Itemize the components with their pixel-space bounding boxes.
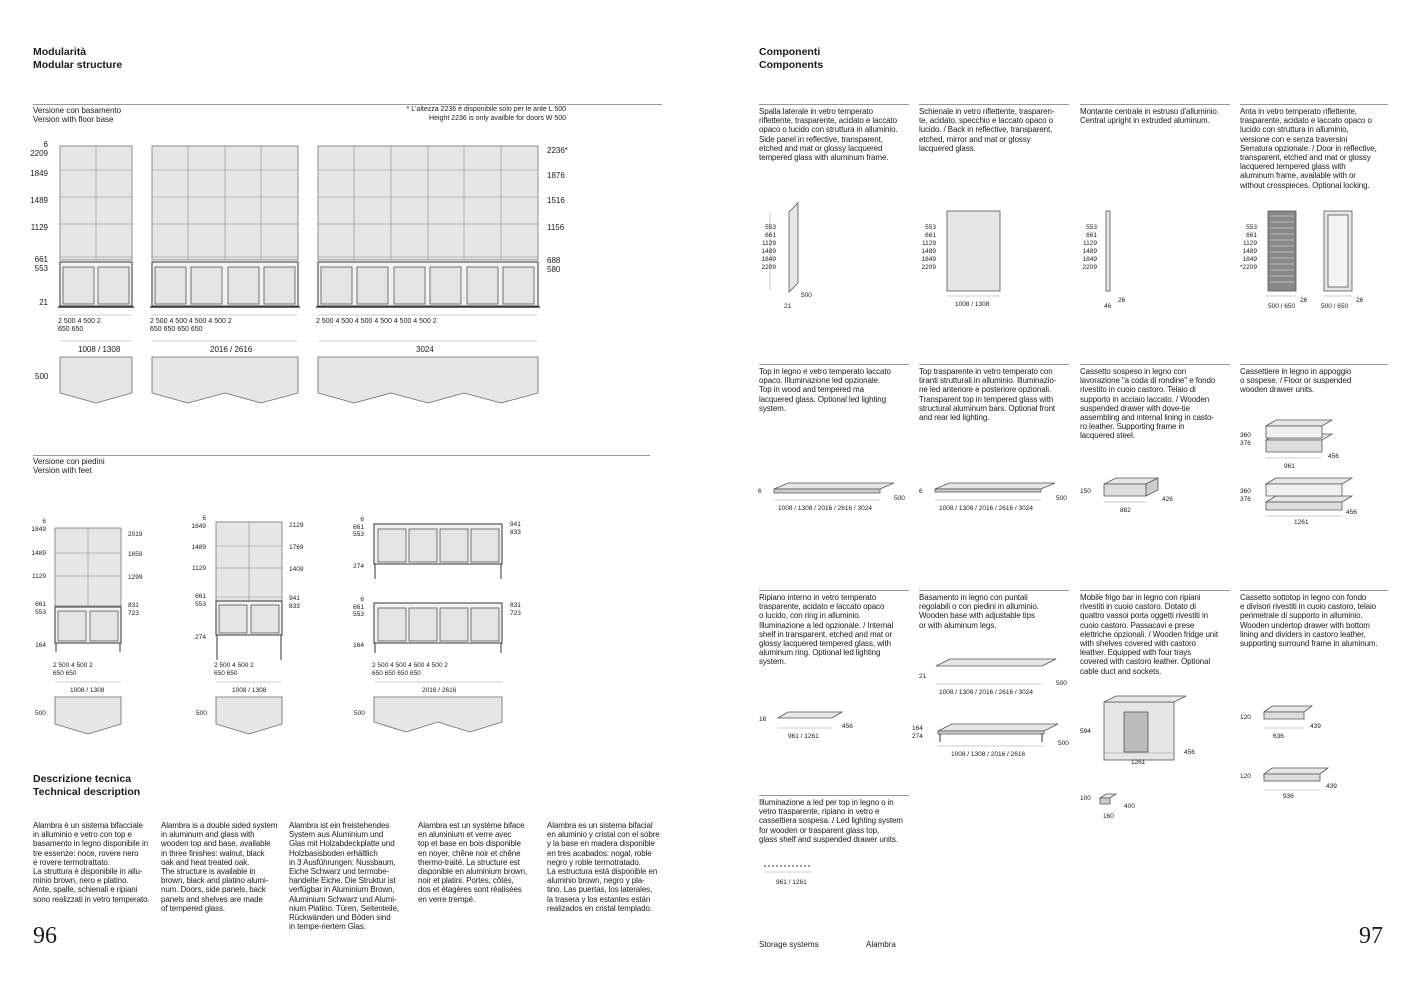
upright-b: 46 [1104,303,1112,310]
door-width-1: 500 / 650 [1268,303,1296,310]
cas1-depth: 456 [1328,453,1339,460]
cas2-depth: 456 [1346,509,1357,516]
footer-section: Storage systems [759,940,819,949]
fb2-r3: 941 833 [289,595,300,610]
side-depth: 500 [801,292,812,299]
cas1-width: 961 [1284,463,1295,470]
top-depth: 500 [894,495,905,502]
feet-version-label: Versione con piedini Version with feet [33,457,105,476]
fb-width-2: 2016 / 2616 [210,345,253,354]
fa-r2: 1299 [128,574,143,581]
feet-depth-a: 500 [35,710,46,717]
fb2-r2: 1409 [289,566,304,573]
door-thick-2: 26 [1356,297,1364,304]
page-number-left: 96 [33,923,57,949]
comp-led: Illuminazione a led per top in legno o in vetro trasparente, ripiano in vetro e cassettiera sospesa. / Led lighting system for wooden or trasparent glass top, glass shelf and suspended drawer units. [759,798,903,844]
feet-units-c: 2 500 4 500 4 500 4 500 2 650 650 650 650 [372,662,448,677]
fb-dim-1489: 1489 [30,196,48,205]
fa-r1: 1659 [128,551,143,558]
feet-depth-c: 500 [354,710,365,717]
tech-en: Alambra is a double sided system in aluminum and glass with wooden top and base, available in three finishes: walnut, black oak and heat treated oak. The structure is available in brown, black and platino alumi- num. Doors, side panels, back panels and shelves are made of tempered glass. [161,821,278,913]
base-depth: 500 [1056,680,1067,687]
comp-drawer: Cassetto sospeso in legno con lavorazione "a coda di rondine" e fondo rivestito in cuoio castoro. Telaio di supporto in acciaio laccato. / Wooden suspended drawer with dove-tie assembling and internal lining in casto- ro leather. Supporting frame in lacquered steel. [1080,367,1216,441]
fb-dim-2209: 6 2209 [30,140,48,159]
ut1-height: 120 [1240,714,1251,721]
side-heights: 553 661 1129 1489 1849 2209 [761,224,776,271]
led-width: 160 [1103,813,1114,820]
top-thick: 6 [758,488,762,495]
fa-l3: 661 553 [35,601,46,616]
base2-depth: 500 [1058,740,1069,747]
ut1-width: 636 [1273,733,1284,740]
left-page-title: Modularità Modular structure [33,46,123,71]
tech-fr: Alambra est un système biface en aluminium et verre avec top et base en bois disponible en noyer, chêne noir et chêne thermo-traité. La structure est disponible en aluminium brown, noir et platini. Portes, côtés, dos et étagères sont réalisées en verre trempé. [418,821,528,904]
fb-dim-1876: 1876 [547,171,565,180]
comp-drawer-units: Cassettiere in legno in appoggio o sospese. / Floor or suspended wooden drawer units. [1240,367,1352,395]
ut1-depth: 439 [1310,723,1321,730]
fd-l1: 164 [353,642,364,649]
upright-a: 26 [1118,297,1126,304]
drawer-height: 150 [1080,488,1091,495]
back-heights: 553 661 1129 1489 1849 2209 [921,224,936,271]
side-thickness: 21 [784,303,792,310]
comp-top-glass: Top trasparente in vetro temperato con tiranti strutturali in alluminio. Illuminazio- ne led anteriore e posteriore opzionali. Transparent top in tempered glass with structural aluminum bars. Optional front and rear led lighting. [919,367,1057,423]
fb-width-1: 1008 / 1308 [78,345,121,354]
feet-units-b: 2 500 4 500 2 650 650 [214,662,254,677]
fb-dim-21: 21 [39,298,48,307]
cas1-heights: 360 376 [1240,432,1251,447]
back-width: 1008 / 1308 [955,301,990,308]
fb-dim-2236: 2236* [547,146,568,155]
fb-units-2: 2 500 4 500 4 500 4 500 2 650 650 650 650 [150,318,232,333]
ut2-width: 936 [1283,793,1294,800]
fb-depth: 500 [35,372,49,381]
shelf-width: 961 / 1261 [788,733,819,740]
fridge-depth: 456 [1184,749,1195,756]
fc-r0: 941 833 [510,521,521,536]
fb-dim-1516: 1516 [547,196,565,205]
ut2-depth: 439 [1326,783,1337,790]
led-height: 100 [1080,795,1091,802]
fa-r0: 2019 [128,531,143,538]
fa-r3: 831 723 [128,602,139,617]
footer-product: Alambra [866,940,896,949]
door-thick-1: 26 [1300,297,1308,304]
cas2-width: 1261 [1294,519,1309,526]
base-thick: 21 [919,673,927,680]
base-widths: 1008 / 1308 / 2016 / 2616 / 3024 [939,689,1033,696]
fb-dim-688: 688 580 [547,256,561,275]
floor-version-label: Versione con basamento Version with floor base [33,106,122,125]
fc-l0: 6 661 553 [353,516,364,538]
comp-side-panel: Spalla laterale in vetro temperato riflettente, trasparente, acidato e laccato opaco o lucido con struttura in alluminio. Side panel in reflective, transparent, etched and mat or glossy lacquered tempered glass with aluminum frame. [759,107,898,163]
comp-base: Basamento in legno con puntali regolabili o con piedini in alluminio. Wooden base with adjustable tips or with aluminum legs. [919,593,1039,630]
feet-width-b: 1008 / 1308 [232,687,267,694]
upright-heights: 553 661 1129 1489 1849 2209 [1082,224,1097,271]
feet-units-a: 2 500 4 500 2 650 650 [53,662,93,677]
fb-units-1: 2 500 4 500 2 650 650 [58,318,101,333]
fb2-r0: 2129 [289,522,304,529]
fb-units-3: 2 500 4 500 4 500 4 500 4 500 4 500 2 [316,318,437,325]
fb2-r1: 1769 [289,544,304,551]
fb2-l0: 6 1849 [191,515,206,530]
right-page-title: Componenti Components [759,46,824,71]
tech-title: Descrizione tecnica Technical description [33,773,141,798]
cas2-heights: 360 376 [1240,488,1251,503]
base2-heights: 164 274 [912,725,923,740]
comp-fridge: Mobile frigo bar in legno con ripiani rivestiti in cuoio castoro. Dotato di quattro vassoi porta oggetti rivestiti in cuoio castoro. Passacavi e prese elettriche opzionali. / Wooden fridge unit with shelves covered with castoro leather. Equipped with four trays covered with castoro leather. Optional cable duct and sockets. [1080,593,1218,676]
shelf-depth: 456 [842,723,853,730]
fa-l2: 1129 [32,573,46,580]
led-strip-width: 961 / 1261 [776,879,807,886]
fridge-width: 1261 [1131,759,1146,766]
page-number-right: 97 [1359,923,1383,949]
fb-dim-1849: 1849 [30,169,48,178]
fd-r0: 831 723 [510,602,521,617]
fb2-l2: 1129 [192,565,206,572]
feet-width-a: 1008 / 1308 [70,687,105,694]
topg-widths: 1008 / 1308 / 2016 / 2616 / 3024 [939,505,1033,512]
door-width-2: 500 / 650 [1321,303,1349,310]
led-depth: 400 [1124,803,1135,810]
topg-depth: 500 [1056,495,1067,502]
comp-upright: Montante centrale in estruso d'alluminio. Central upright in extruded aluminum. [1080,107,1219,126]
fb-dim-661: 661 553 [34,255,48,274]
tech-es: Alambra es un sistema bifacial en aluminio y cristal con el sobre y la base en madera disponible en tres acabados: nogal, roble negro y roble termotratado. La estructura está disponible en aluminio brown, negro y pla- tino. Las puertas, los laterales, la trasera y los estantes están realizados en cristal templado. [547,821,660,913]
comp-undertop: Cassetto sottotop in legno con fondo e divisori rivestiti in cuoio castoro, telaio perimetrale di supporto in alluminio. Wooden undertop drawer with bottom lining and dividers in castoro leather, supporting surround frame in aluminum. [1240,593,1378,649]
fa-l1: 1489 [31,550,46,557]
fc-l1: 274 [353,563,364,570]
tech-it: Alambra è un sistema bifacciale in alluminio e vetro con top e basamento in legno disponibile in tre essenze: noce, rovere nero e rovere termotrattato. La struttura è disponibile in allu- minio brown, nero e platino. Ante, spalle, schienali e ripiani sono realizzati in vetro temperato. [33,821,150,904]
comp-shelf: Ripiano interno in vetro temperato trasparente, acidato e laccato opaco o lucido, con ring in alluminio. Illuminazione a led opzionale. / Internal shelf in transparent, etched and mat or glossy lacquered tempered glass, with aluminum ring. Optional led lighting system. [759,593,894,667]
topg-thick: 6 [919,488,923,495]
top-widths: 1008 / 1308 / 2016 / 2616 / 3024 [778,505,872,512]
fb-dim-1156: 1156 [547,223,565,232]
fb-dim-1129: 1129 [30,223,48,232]
fb2-l1: 1489 [191,544,206,551]
ut2-height: 120 [1240,773,1251,780]
comp-back: Schienale in vetro riflettente, trasparen- te, acidato, specchio e laccato opaco o lucido. / Back in reflective, transparent, etched, mirror and mat or glossy lacquered glass. [919,107,1055,153]
drawer-width: 882 [1120,507,1131,514]
feet-width-c: 2016 / 2616 [422,687,457,694]
door-heights: 553 661 1129 1489 1849 *2209 [1240,224,1257,271]
height-note: * L'altezza 2236 è disponibile solo per le ante L 500 Height 2236 is only availble for doors W 500 [406,106,566,122]
fb2-l3: 661 553 [195,593,206,608]
fa-l0: 6 1849 [31,518,46,533]
base2-widths: 1008 / 1308 / 2016 / 2616 [951,751,1026,758]
fb2-l4: 274 [195,634,206,641]
feet-depth-b: 500 [196,710,207,717]
fridge-height: 594 [1080,728,1091,735]
fa-l4: 164 [35,642,46,649]
fd-l0: 6 661 553 [353,596,364,618]
fb-width-3: 3024 [416,345,434,354]
tech-de: Alambra ist ein freistehendes System aus Aluminium und Glas mit Holzabdeckplatte und Holzbasisboden erhältlich in 3 Ausführungen: Nussbaum, Eiche Schwarz und termobe- handelte Eiche. Die Struktur ist verfügbar in Aluminium Brown, Aluminium Schwarz und Alumi- nium Platino. Türen, Seitenteile, Rückwänden und Böden sind in tempe-riertem Glas. [289,821,399,932]
comp-top-wood: Top in legno e vetro temperato laccato opaco. Illuminazione led opzionale. Top in wood and tempered ma lacquered glass. Optional led lighting system. [759,367,891,413]
drawer-depth: 426 [1162,496,1173,503]
shelf-thick: 16 [759,716,767,723]
comp-door: Anta in vetro temperato riflettente, trasparente, acidato e laccato opaco o lucido con struttura in alluminio, versione con e senza traversini Serratura opzionale. / Door in reflective, transparent, etched and mat or glossy lacquered tempered glass with aluminum frame, available with or without crosspieces. Optional locking. [1240,107,1377,190]
